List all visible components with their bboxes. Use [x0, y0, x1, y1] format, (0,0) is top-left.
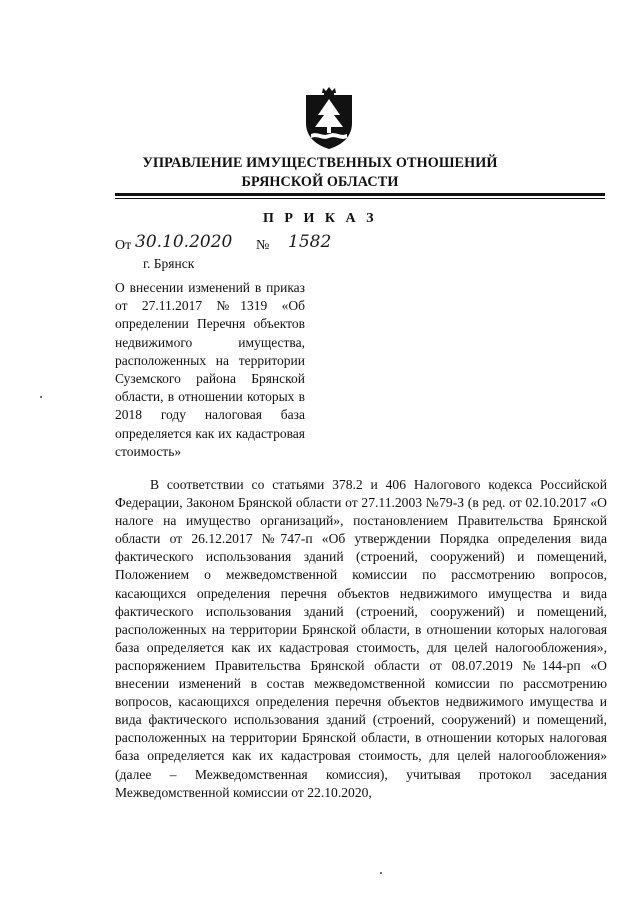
document-title: П Р И К А З: [263, 211, 377, 226]
order-subject: О внесении изменений в приказ от 27.11.2017 №1319 «Об определении Перечня объектов недвижимого имущества, расположенных на территории Суземского района Брянской области, в отношении которых в 2018 году налоговая база определяется как их кадастровая стоимость»: [115, 280, 305, 459]
organization-name: [0, 154, 640, 192]
body-paragraph: В соответствии со статьями 378.2 и 406 Налогового кодекса Российской Федерации, Законом Брянской области от 27.11.2003 №79-З (в ред. от 02.10.2017 «О налоге на имущество организаций», постановлением Правительства Брянской области от 26.12.2017 №747-п «Об утверждении Порядка определения вида фактического использования зданий (строений, сооружений) и помещений, Положением о межведомственной комиссии по рассмотрению вопросов, касающихся определения перечня объектов недвижимого имущества и вида фактического использования зданий (строений, сооружений) и помещений, расположенных на территории Брянской области, в отношении которых налоговая база определяется как их кадастровая стоимость, для целей налогообложения», распоряжением Правительства Брянской области от 08.07.2019 №144-рп «О внесении изменений в состав межведомственной комиссии по рассмотрению вопросов, касающихся определения перечня объектов недвижимого имущества и вида фактического использования зданий (строений, сооружений) и помещений, расположенных на территории Брянской области, в отношении которых налоговая база определяется как их кадастровая стоимость, для целей налогообложения» (далее – Межведомственная комиссия), учитывая протокол заседания Межведомственной комиссии от 22.10.2020,: [115, 477, 607, 800]
organization-name-line-1: УПРАВЛЕНИЕ ИМУЩЕСТВЕННЫХ ОТНОШЕНИЙ: [142, 155, 498, 171]
coat-of-arms-icon: [298, 85, 360, 151]
scan-speck: [40, 396, 42, 398]
number-prefix: №: [256, 238, 270, 253]
scan-speck: [380, 872, 382, 874]
city: г. Брянск: [143, 256, 195, 271]
handwritten-number: 1582: [288, 232, 332, 252]
organization-name-line-2: БРЯНСКОЙ ОБЛАСТИ: [241, 174, 399, 190]
handwritten-date: 30.10.2020: [135, 232, 233, 252]
header-rule-thick: [115, 193, 605, 196]
date-prefix: От: [115, 238, 132, 253]
header-rule-thin: [115, 198, 605, 199]
